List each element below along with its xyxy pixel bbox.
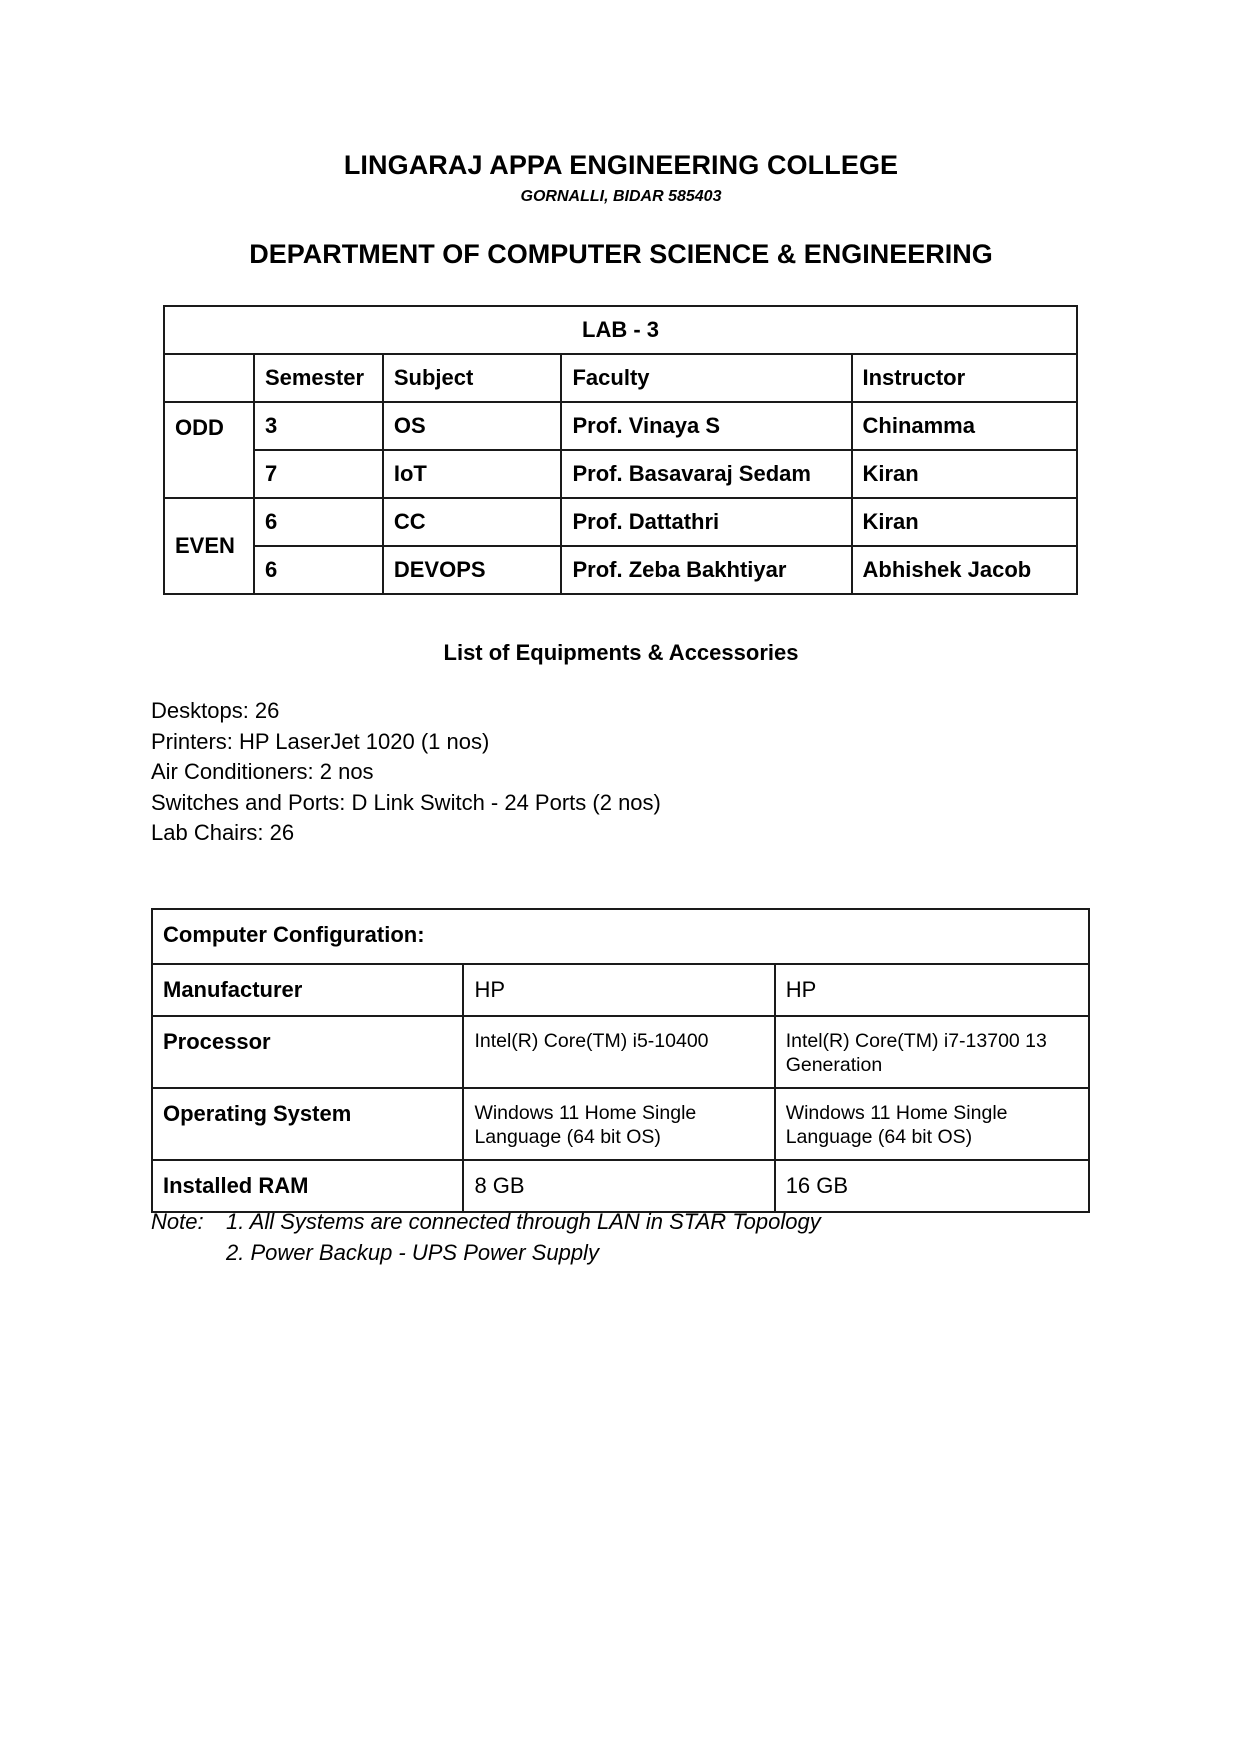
subject-cell: DEVOPS xyxy=(383,546,562,594)
term-cell-odd: ODD xyxy=(164,402,254,498)
table-row xyxy=(164,498,1077,546)
config-row-ram xyxy=(152,1160,1089,1212)
equipment-item-desktops: Desktops: 26 xyxy=(151,698,280,723)
table-row xyxy=(164,450,1077,498)
faculty-cell: Prof. Basavaraj Sedam xyxy=(561,450,851,498)
instructor-cell: Kiran xyxy=(852,498,1078,546)
faculty-cell: Prof. Dattathri xyxy=(561,498,851,546)
semester-cell: 7 xyxy=(254,450,383,498)
equipment-item-air-conditioners: Air Conditioners: 2 nos xyxy=(151,759,374,784)
column-header-term xyxy=(164,354,254,402)
subject-cell: OS xyxy=(383,402,562,450)
config-label: Manufacturer xyxy=(152,964,463,1016)
config-value: Windows 11 Home Single Language (64 bit OS) xyxy=(775,1088,1089,1160)
config-value: Windows 11 Home Single Language (64 bit OS) xyxy=(463,1088,774,1160)
semester-cell: 6 xyxy=(254,498,383,546)
config-label: Installed RAM xyxy=(152,1160,463,1212)
config-row-manufacturer xyxy=(152,964,1089,1016)
instructor-cell: Kiran xyxy=(852,450,1078,498)
config-value: 16 GB xyxy=(775,1160,1089,1212)
config-value: Intel(R) Core(TM) i5-10400 xyxy=(463,1016,774,1088)
department-title: DEPARTMENT OF COMPUTER SCIENCE & ENGINEERING xyxy=(249,239,993,269)
equipment-item-chairs: Lab Chairs: 26 xyxy=(151,820,295,845)
equipment-item-printers: Printers: HP LaserJet 1020 (1 nos) xyxy=(151,728,490,754)
config-row-processor xyxy=(152,1016,1089,1088)
config-value: HP xyxy=(463,964,774,1016)
table-header-row xyxy=(164,354,1077,402)
config-value: 8 GB xyxy=(463,1160,774,1212)
table-title-row xyxy=(164,306,1077,354)
equipment-title: List of Equipments & Accessories xyxy=(443,640,799,665)
semester-cell: 6 xyxy=(254,546,383,594)
table-row xyxy=(164,546,1077,594)
column-header-faculty: Faculty xyxy=(561,354,851,402)
faculty-cell: Prof. Zeba Bakhtiyar xyxy=(561,546,851,594)
computer-configuration-table xyxy=(151,908,1090,1213)
config-row-os xyxy=(152,1088,1089,1160)
instructor-cell: Abhishek Jacob xyxy=(852,546,1078,594)
semester-cell: 3 xyxy=(254,402,383,450)
config-title: Computer Configuration: xyxy=(152,909,1089,964)
config-label: Operating System xyxy=(152,1088,463,1160)
subject-cell: CC xyxy=(383,498,562,546)
equipment-item-switches: Switches and Ports: D Link Switch - 24 Ports (2 nos) xyxy=(151,789,661,815)
config-title-row xyxy=(152,909,1089,964)
faculty-cell: Prof. Vinaya S xyxy=(561,402,851,450)
equipment-list xyxy=(151,696,661,849)
lab-title: LAB - 3 xyxy=(164,306,1077,354)
config-label: Processor xyxy=(152,1016,463,1088)
config-value: Intel(R) Core(TM) i7-13700 13 Generation xyxy=(775,1016,1089,1088)
table-row xyxy=(164,402,1077,450)
note-label: Note: xyxy=(151,1209,204,1234)
note-item: 1. All Systems are connected through LAN in STAR Topology xyxy=(226,1209,821,1234)
instructor-cell: Chinamma xyxy=(852,402,1078,450)
column-header-instructor: Instructor xyxy=(852,354,1078,402)
lab-allocation-table xyxy=(163,305,1078,595)
note-item: 2. Power Backup - UPS Power Supply xyxy=(226,1240,599,1265)
college-address: GORNALLI, BIDAR 585403 xyxy=(520,188,722,205)
column-header-semester: Semester xyxy=(254,354,383,402)
term-cell-even: EVEN xyxy=(164,498,254,594)
column-header-subject: Subject xyxy=(383,354,562,402)
notes xyxy=(151,1206,821,1268)
college-name: LINGARAJ APPA ENGINEERING COLLEGE xyxy=(343,150,899,180)
subject-cell: IoT xyxy=(383,450,562,498)
config-value: HP xyxy=(775,964,1089,1016)
